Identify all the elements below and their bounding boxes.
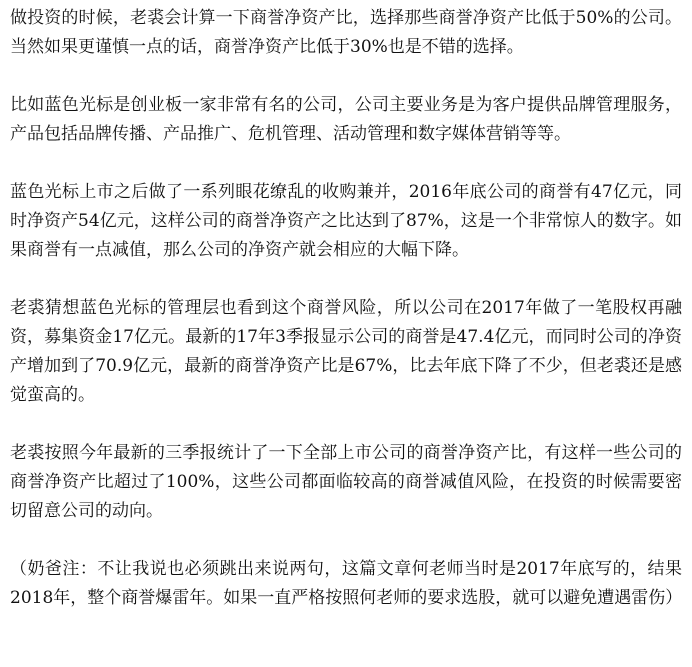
paragraph-editor-note: （奶爸注：不让我说也必须跳出来说两句，这篇文章何老师当时是2017年底写的，结果2018年，整个商誉爆雷年。如果一直严格按照何老师的要求选股，就可以避免遭遇雷伤） [10,559,683,608]
paragraph-market-statistics: 老裘按照今年最新的三季报统计了一下全部上市公司的商誉净资产比，有这样一些公司的商誉净资产比超过了100%，这些公司都面临较高的商誉减值风险，在投资的时候需要密切留意公司的动向。 [10,443,682,521]
paragraph-bluefocus-acquisitions: 蓝色光标上市之后做了一系列眼花缭乱的收购兼并，2016年底公司的商誉有47亿元，同时净资产54亿元，这样公司的商誉净资产之比达到了87%，这是一个非常惊人的数字。如果商誉有一点减值，那么公司的净资产就会相应的大幅下降。 [10,182,682,260]
paragraph-goodwill-ratio-rule: 做投资的时候，老裘会计算一下商誉净资产比，选择那些商誉净资产比低于50%的公司。当然如果更谨慎一点的话，商誉净资产比低于30%也是不错的选择。 [10,8,682,57]
paragraph-bluefocus-intro: 比如蓝色光标是创业板一家非常有名的公司，公司主要业务是为客户提供品牌管理服务，产品包括品牌传播、产品推广、危机管理、活动管理和数字媒体营销等等。 [10,95,682,144]
paragraph-bluefocus-refinancing: 老裘猜想蓝色光标的管理层也看到这个商誉风险，所以公司在2017年做了一笔股权再融资，募集资金17亿元。最新的17年3季报显示公司的商誉是47.4亿元，而同时公司的净资产增加到了70.9亿元，最新的商誉净资产比是67%，比去年底下降了不少，但老裘还是感觉蛮高的。 [10,298,682,405]
